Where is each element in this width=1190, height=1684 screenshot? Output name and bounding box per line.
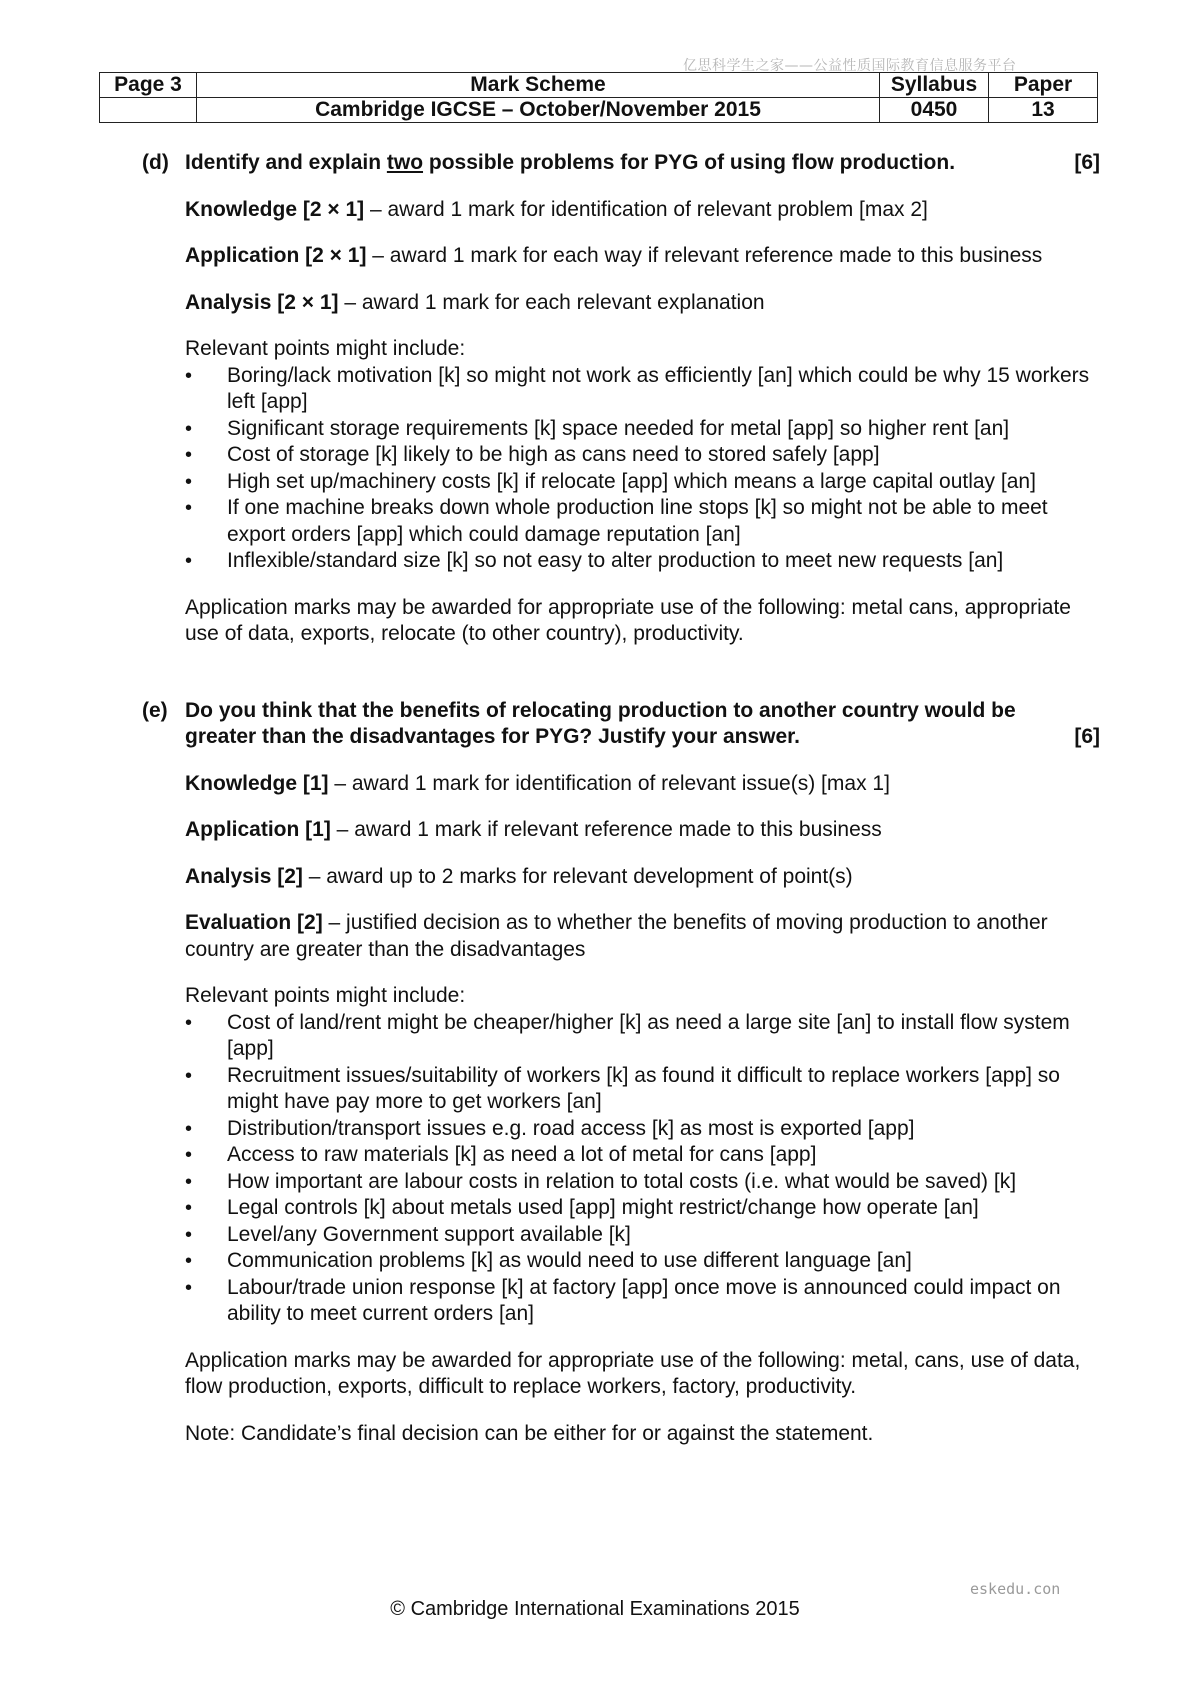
header-table bbox=[99, 72, 1098, 123]
e-knowledge-label: Knowledge [1] bbox=[185, 771, 329, 795]
question-d-text bbox=[185, 150, 1060, 177]
e-evaluation-label: Evaluation [2] bbox=[185, 911, 323, 934]
list-item: • Legal controls [k] about metals used [app] might restrict/change how operate [an] bbox=[185, 1195, 1100, 1222]
question-e-marks: [6] bbox=[1074, 725, 1100, 748]
question-d-criteria bbox=[185, 197, 1100, 648]
d-application-text: – award 1 mark for each way if relevant reference made to this business bbox=[366, 244, 1043, 267]
page-number: Page 3 bbox=[100, 73, 197, 98]
list-item: • Labour/trade union response [k] at factory [app] once move is announced could impact on ability to meet current orders [an] bbox=[185, 1275, 1100, 1328]
d-points-list bbox=[185, 363, 1100, 575]
list-item: • Cost of storage [k] likely to be high as cans need to stored safely [app] bbox=[185, 442, 1100, 469]
question-e-text: Do you think that the benefits of relocating production to another country would be greater than the disadvantages for PYG? Justify your answer. bbox=[185, 698, 1016, 748]
d-application bbox=[185, 243, 1100, 270]
d-knowledge bbox=[185, 197, 1100, 224]
question-e-heading bbox=[142, 698, 1100, 751]
e-evaluation-text: – justified decision as to whether the benefits of moving production to another country are greater than the disadvantages bbox=[185, 911, 1048, 961]
paper-label: Paper bbox=[989, 73, 1098, 98]
watermark-bottom: eskedu.con bbox=[970, 1580, 1061, 1598]
d-analysis-text: – award 1 mark for each relevant explanation bbox=[338, 290, 765, 314]
question-d-text-pre: Identify and explain bbox=[185, 151, 387, 174]
list-item: • Recruitment issues/suitability of workers [k] as found it difficult to replace workers [app] so might have pay more to get workers [an] bbox=[185, 1063, 1100, 1116]
mark-scheme-content bbox=[142, 150, 1100, 1447]
syllabus-label: Syllabus bbox=[880, 73, 989, 98]
d-points-intro: Relevant points might include: bbox=[185, 337, 466, 360]
e-points-intro: Relevant points might include: bbox=[185, 984, 466, 1007]
e-points-list bbox=[185, 1010, 1100, 1328]
list-item: • If one machine breaks down whole production line stops [k] so might not be able to meet export orders [app] which could damage reputation [an] bbox=[185, 495, 1100, 548]
e-application-label: Application [1] bbox=[185, 818, 331, 841]
syllabus-value: 0450 bbox=[880, 98, 989, 123]
list-item: • Access to raw materials [k] as need a lot of metal for cans [app] bbox=[185, 1142, 1100, 1169]
list-item: • Communication problems [k] as would need to use different language [an] bbox=[185, 1248, 1100, 1275]
e-application-note: Application marks may be awarded for appropriate use of the following: metal, cans, use of data, flow production, exports, difficult to replace workers, factory, productivity. bbox=[185, 1348, 1081, 1398]
d-application-note: Application marks may be awarded for appropriate use of the following: metal cans, appropriate use of data, exports, relocate (to other country), productivity. bbox=[185, 595, 1071, 645]
list-item: • How important are labour costs in relation to total costs (i.e. what would be saved) [k] bbox=[185, 1169, 1100, 1196]
doc-subtitle: Cambridge IGCSE – October/November 2015 bbox=[197, 98, 880, 123]
question-d-underlined: two bbox=[386, 151, 424, 174]
e-analysis-text: – award up to 2 marks for relevant development of point(s) bbox=[302, 864, 853, 888]
copyright-footer: © Cambridge International Examinations 2015 bbox=[390, 1598, 800, 1620]
question-e-letter: (e) bbox=[142, 698, 168, 722]
d-knowledge-label: Knowledge [2 × 1] bbox=[185, 197, 365, 221]
list-item: • Significant storage requirements [k] space needed for metal [app] so higher rent [an] bbox=[185, 416, 1100, 443]
list-item: • Boring/lack motivation [k] so might not work as efficiently [an] which could be why 15 workers left [app] bbox=[185, 363, 1100, 416]
list-item: • Cost of land/rent might be cheaper/higher [k] as need a large site [an] to install flow system [app] bbox=[185, 1010, 1100, 1063]
question-d-heading bbox=[142, 150, 1100, 177]
e-knowledge-text: – award 1 mark for identification of relevant issue(s) [max 1] bbox=[328, 771, 890, 795]
e-application-text: – award 1 mark if relevant reference made to this business bbox=[330, 818, 882, 841]
d-analysis-label: Analysis [2 × 1] bbox=[185, 290, 339, 314]
e-application bbox=[185, 817, 1100, 844]
list-item: • Inflexible/standard size [k] so not easy to alter production to meet new requests [an] bbox=[185, 548, 1100, 575]
question-d-marks: [6] bbox=[1074, 151, 1100, 174]
e-final-note: Note: Candidate’s final decision can be either for or against the statement. bbox=[185, 1421, 874, 1445]
e-evaluation bbox=[185, 910, 1100, 963]
list-item: • Level/any Government support available [k] bbox=[185, 1222, 1100, 1249]
list-item: • Distribution/transport issues e.g. road access [k] as most is exported [app] bbox=[185, 1116, 1100, 1143]
doc-title: Mark Scheme bbox=[197, 73, 880, 98]
e-analysis-label: Analysis [2] bbox=[185, 864, 303, 888]
list-item: • High set up/machinery costs [k] if relocate [app] which means a large capital outlay [an] bbox=[185, 469, 1100, 496]
d-application-label: Application [2 × 1] bbox=[185, 244, 367, 267]
empty-cell bbox=[100, 98, 197, 123]
question-d-letter: (d) bbox=[142, 151, 169, 174]
question-d-text-post: possible problems for PYG of using flow production. bbox=[423, 151, 956, 174]
d-analysis bbox=[185, 290, 1100, 317]
e-knowledge bbox=[185, 771, 1100, 798]
watermark-top: 亿思科学生之家——公益性质国际教育信息服务平台 bbox=[683, 58, 1017, 74]
d-knowledge-text: – award 1 mark for identification of relevant problem [max 2] bbox=[364, 197, 928, 221]
paper-value: 13 bbox=[989, 98, 1098, 123]
e-analysis bbox=[185, 864, 1100, 891]
question-e-criteria bbox=[185, 771, 1100, 1448]
